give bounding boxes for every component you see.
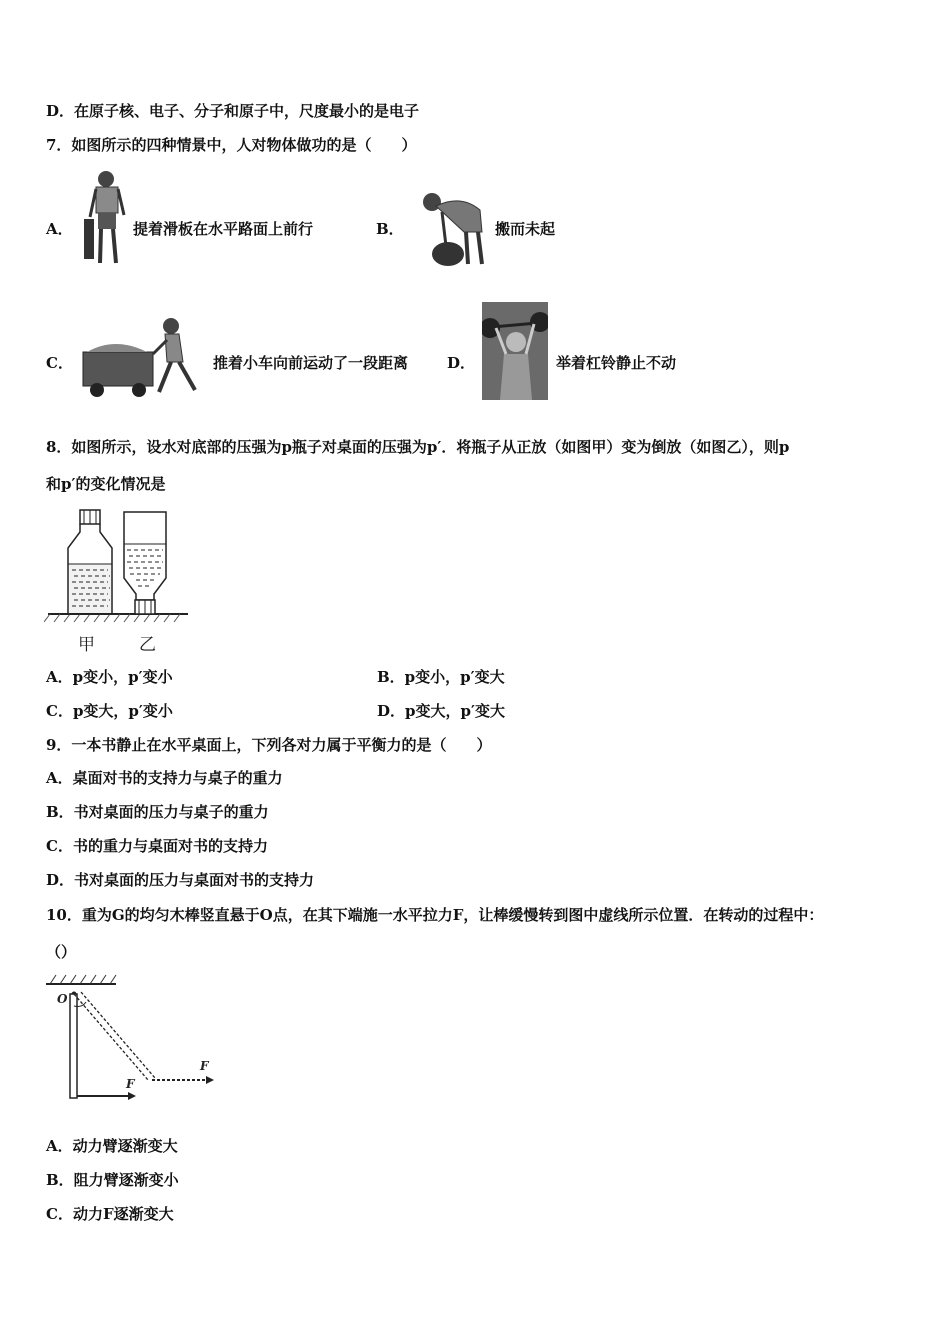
q10-option-b: B．阻力臂逐渐变小 [46,1171,179,1189]
bottle-jia [68,510,112,614]
label-jia: 甲 [78,635,95,655]
q8-option-d: D．p变大，p′变大 [377,702,505,720]
q7-figure-b-lifting-stone [406,186,492,270]
q7-option-d-text: 举着杠铃静止不动 [556,354,677,372]
q10-option-c: C．动力F逐渐变大 [46,1205,174,1223]
q7-option-c-text: 推着小车向前运动了一段距离 [213,354,409,372]
q9-option-a: A．桌面对书的支持力与桌子的重力 [46,769,283,787]
q9-option-d: D．书对桌面的压力与桌面对书的支持力 [46,871,315,889]
q8-stem-line2: 和p′的变化情况是 [46,475,166,493]
q7-figure-a-boy-with-skateboard [80,167,132,271]
q7-option-b-text: 搬而未起 [495,220,556,238]
label-f-lower: F [126,1077,135,1091]
q7-figure-d-holding-barbell [482,302,548,400]
q7-option-b-letter: B． [376,220,404,238]
q8-figure-bottles [44,506,192,656]
label-f-upper: F [200,1059,209,1073]
q7-figure-c-pushing-cart [75,306,207,400]
q10-option-a: A．动力臂逐渐变大 [46,1137,178,1155]
q8-option-c: C．p变大，p′变小 [46,702,173,720]
label-o: O [57,992,68,1006]
q7-stem: 7．如图所示的四种情景中，人对物体做功的是（ ） [46,136,417,154]
q8-option-a: A．p变小，p′变小 [46,668,173,686]
q9-option-b: B．书对桌面的压力与桌子的重力 [46,803,269,821]
bottle-yi [124,512,166,614]
q7-option-d-letter: D． [447,354,476,372]
q10-stem-line1: 10．重为G的均匀木棒竖直悬于O点，在其下端施一水平拉力F，让棒缓慢转到图中虚线所示位置．在转动的过程中： [46,906,824,924]
q9-option-c: C．书的重力与桌面对书的支持力 [46,837,268,855]
q9-stem: 9．一本书静止在水平桌面上，下列各对力属于平衡力的是（ ） [46,736,492,754]
q10-stem-line2: （） [46,943,77,961]
label-yi: 乙 [139,635,156,655]
q6-option-d: D．在原子核、电子、分子和原子中，尺度最小的是电子 [46,102,420,120]
q7-option-a-letter: A． [46,220,73,238]
q10-figure-rotating-rod [44,972,222,1110]
q8-option-b: B．p变小，p′变大 [377,668,505,686]
q7-option-c-letter: C． [46,354,73,372]
q8-stem-line1: 8．如图所示，设水对底部的压强为p瓶子对桌面的压强为p′．将瓶子从正放（如图甲）变为倒放（如图乙），则p [46,438,790,456]
q7-option-a-text: 提着滑板在水平路面上前行 [133,220,314,238]
